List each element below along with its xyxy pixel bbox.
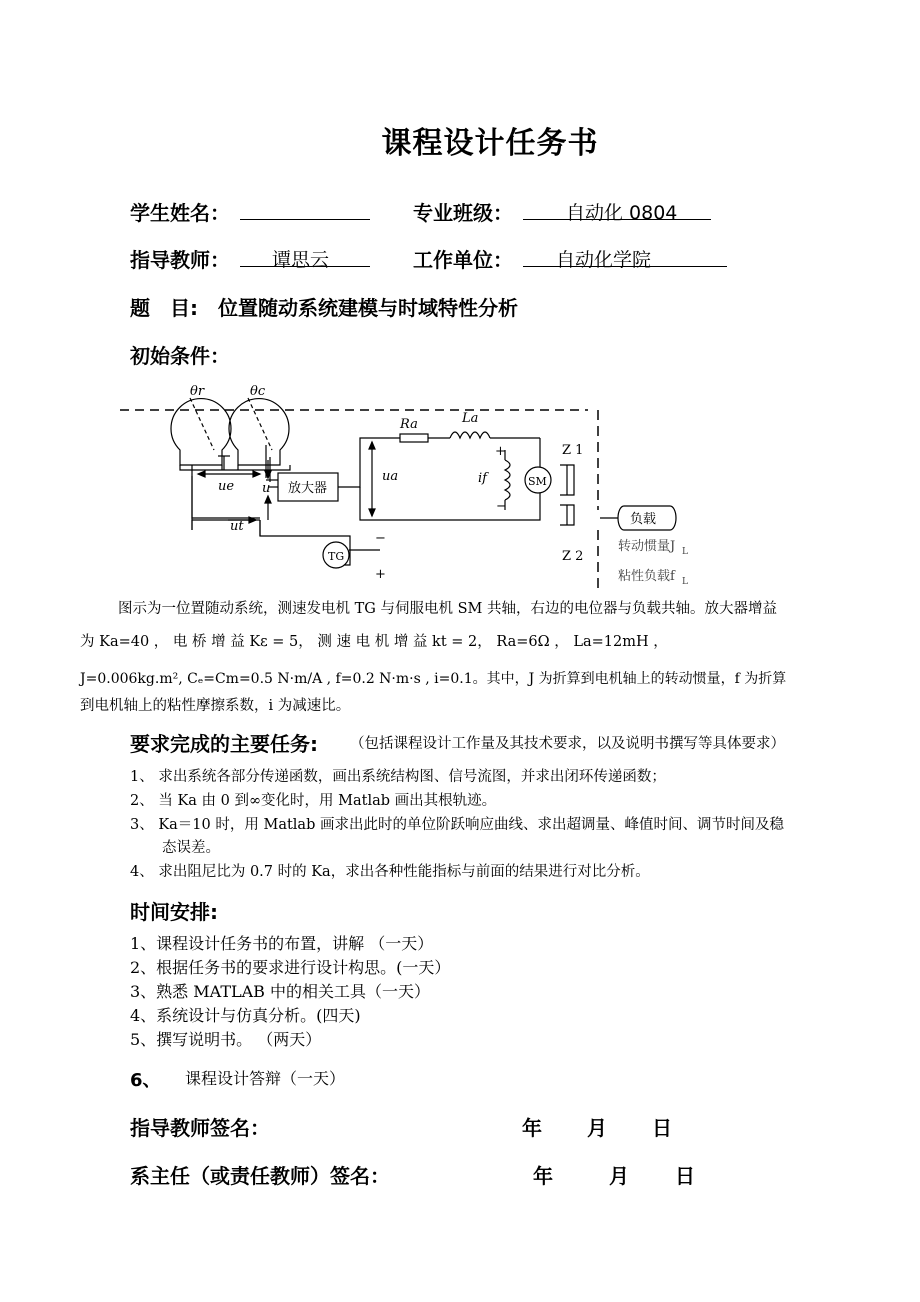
z1-label: Z 1 [562, 443, 584, 458]
inertia-label: 转动惯量J [618, 539, 676, 554]
class-underline [523, 219, 711, 220]
student-name-field [240, 219, 370, 220]
teacher-signature-label: 指导教师签名： [130, 1116, 270, 1140]
theta-r-label: θr [190, 384, 205, 399]
description-line-2: 为 Ka=40 ， 电 桥 增 益 Kε = 5， 测 速 电 机 增 益 kt = 2， Ra=6Ω ， La=12mH ， [80, 634, 668, 650]
schedule-item-1: 1、课程设计任务书的布置，讲解 （一天） [130, 934, 434, 953]
class-value: 自动化 0804 [566, 202, 678, 224]
ut-label: ut [230, 519, 244, 534]
teacher-sign-month: 月 [587, 1116, 607, 1140]
ue-label: ue [218, 479, 235, 494]
u-label: u [262, 481, 271, 496]
unit-value: 自动化学院 [556, 249, 652, 271]
ua-label: ua [382, 469, 399, 484]
teacher-sign-day: 日 [652, 1116, 672, 1140]
friction-sub: L [682, 577, 688, 587]
la-label: La [462, 411, 479, 426]
page-title: 课程设计任务书 [381, 126, 599, 161]
teacher-sign-year: 年 [522, 1116, 542, 1140]
topic-value: 位置随动系统建模与时域特性分析 [218, 296, 518, 320]
load-label: 负载 [630, 512, 657, 527]
ra-label: Ra [400, 417, 418, 432]
task-item-2: 2、 当 Ka 由 0 到∞变化时，用 Matlab 画出其根轨迹。 [130, 793, 497, 809]
friction-label: 粘性负载f [618, 569, 675, 584]
teacher-label: 指导教师： [130, 248, 230, 272]
if-label: if [478, 471, 487, 486]
task-item-3: 3、 Ka＝10 时，用 Matlab 画求出此时的单位阶跃响应曲线、求出超调量、峰值时间、调节时间及稳 [130, 817, 784, 833]
task-item-4: 4、 求出阻尼比为 0.7 时的 Ka，求出各种性能指标与前面的结果进行对比分析。 [130, 864, 650, 880]
tasks-heading: 要求完成的主要任务: [130, 732, 318, 756]
task-item-1: 1、 求出系统各部分传递函数，画出系统结构图、信号流图，并求出闭环传递函数； [130, 769, 666, 785]
schedule-item-5: 5、撰写说明书。 （两天） [130, 1030, 322, 1049]
tg-label: TG [328, 550, 345, 563]
plus-label-tg: + [375, 567, 386, 582]
sm-label: SM [528, 475, 547, 488]
description-line-1: 图示为一位置随动系统，测速发电机 TG 与伺服电机 SM 共轴，右边的电位器与负载共轴。放大器增益 [118, 601, 777, 617]
schedule-item-4: 4、系统设计与仿真分析。(四天) [130, 1006, 361, 1025]
z2-label: Z 2 [562, 549, 584, 564]
teacher-underline [240, 266, 370, 267]
head-sign-year: 年 [533, 1164, 553, 1188]
description-line-3: J=0.006kg.m², Cₑ=Cm=0.5 N·m/A , f=0.2 N·m·s , i=0.1。其中，J 为折算到电机轴上的转动惯量，f 为折算 [80, 671, 787, 687]
schedule-item-6-num: 6、 [130, 1070, 161, 1091]
topic-label: 题 目: [130, 296, 198, 320]
schedule-item-6-text: 课程设计答辩（一天） [185, 1069, 346, 1088]
circuit-diagram [110, 370, 710, 592]
schedule-item-3: 3、熟悉 MATLAB 中的相关工具（一天） [130, 982, 431, 1001]
schedule-item-2: 2、根据任务书的要求进行设计构思。(一天） [130, 958, 451, 977]
theta-c-label: θc [250, 384, 266, 399]
description-line-4: 到电机轴上的粘性摩擦系数，i 为减速比。 [80, 698, 351, 714]
schedule-heading: 时间安排: [130, 900, 218, 924]
teacher-value: 谭思云 [272, 249, 330, 271]
inertia-sub: L [682, 547, 688, 557]
head-sign-month: 月 [609, 1164, 629, 1188]
student-name-label: 学生姓名： [130, 201, 230, 225]
head-signature-label: 系主任（或责任教师）签名： [130, 1164, 390, 1188]
plus-label-if: + [495, 444, 506, 459]
initial-conditions-label: 初始条件： [130, 344, 230, 368]
class-label: 专业班级： [413, 201, 513, 225]
unit-label: 工作单位： [413, 248, 513, 272]
head-sign-day: 日 [675, 1164, 695, 1188]
minus-label-tg: − [375, 531, 386, 546]
task-item-3-cont: 态误差。 [162, 840, 220, 856]
tasks-heading-note: （包括课程设计工作量及其技术要求，以及说明书撰写等具体要求） [350, 736, 785, 752]
amplifier-label: 放大器 [288, 481, 328, 496]
unit-underline [523, 266, 727, 267]
minus-label-if: − [496, 499, 507, 514]
